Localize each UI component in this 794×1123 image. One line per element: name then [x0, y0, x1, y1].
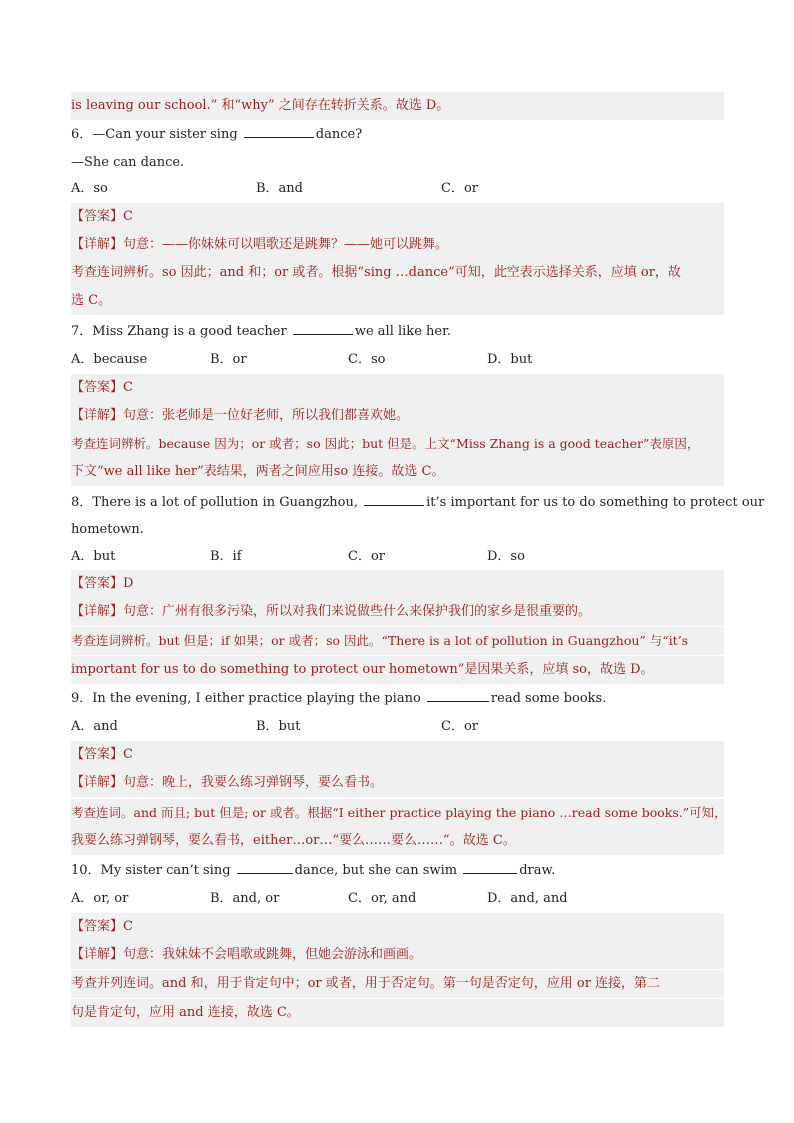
answer-blank: [237, 859, 293, 874]
answer-value: C: [123, 209, 133, 224]
question-10-answer: [71, 913, 724, 941]
question-6-stem-post: dance?: [315, 127, 363, 142]
question-7-answer: [71, 374, 724, 402]
answer-value: D: [123, 576, 134, 591]
answer-label: 【答案】: [71, 209, 124, 224]
question-7-option-a: A．because: [71, 352, 148, 367]
answer-blank: [244, 123, 314, 138]
question-6-stem-pre: 6．—Can your sister sing: [71, 127, 238, 142]
question-6-option-a: A．so: [71, 181, 108, 196]
question-9-answer: [71, 741, 724, 769]
question-10-stem-post: draw.: [519, 863, 556, 878]
answer-label: 【答案】: [71, 919, 124, 934]
question-8-stem-pre: 8．There is a lot of pollution in Guangzhou,: [71, 495, 358, 510]
question-9-detail-3: 我要么练习弹钢琴，要么看书，either…or…“要么……要么……”。故选 C。: [71, 827, 724, 855]
detail-text: 句意：我妹妹不会唱歌或跳舞，但她会游泳和画画。: [123, 947, 423, 962]
detail-text: 句意：——你妹妹可以唱歌还是跳舞？——她可以跳舞。: [123, 237, 449, 252]
question-8-detail-2: 考查连词辨析。but 但是；if 如果；or 或者；so 因此。“There is a lot of pollution in Guangzhou” 与“it’s: [71, 627, 724, 655]
question-8-stem-line-2: hometown.: [71, 522, 144, 537]
question-10-stem-mid: dance, but she can swim: [294, 863, 458, 878]
question-10-stem: [71, 857, 724, 885]
question-7-stem: [71, 318, 724, 346]
question-9-stem: [71, 685, 724, 713]
question-10-stem-pre: 10．My sister can’t sing: [71, 863, 231, 878]
detail-text: 句意：广州有很多污染，所以对我们来说做些什么来保护我们的家乡是很重要的。: [123, 604, 592, 619]
question-7-stem-post: we all like her.: [354, 324, 451, 339]
question-9-detail-1: [71, 769, 724, 797]
answer-blank: [427, 687, 489, 702]
answer-blank: [293, 320, 353, 335]
question-9-option-a: A．and: [71, 719, 118, 734]
detail-text: 句意：张老师是一位好老师，所以我们都喜欢她。: [123, 408, 410, 423]
question-8-option-c: C．or: [348, 549, 385, 564]
detail-label: 【详解】: [71, 947, 124, 962]
question-10-detail-3: 句是肯定句，应用 and 连接，故选 C。: [71, 999, 724, 1027]
question-7-stem-pre: 7．Miss Zhang is a good teacher: [71, 324, 287, 339]
answer-value: C: [123, 747, 133, 762]
question-6-reply: —She can dance.: [71, 155, 185, 170]
detail-label: 【详解】: [71, 604, 124, 619]
detail-label: 【详解】: [71, 408, 124, 423]
answer-label: 【答案】: [71, 576, 124, 591]
answer-value: C: [123, 919, 133, 934]
detail-label: 【详解】: [71, 775, 124, 790]
answer-blank: [463, 859, 517, 874]
question-10-option-b: B．and, or: [210, 891, 280, 906]
question-10-option-d: D．and, and: [487, 891, 568, 906]
question-9-stem-post: read some books.: [490, 691, 607, 706]
question-9-detail-2: 考查连词。and 而且; but 但是; or 或者。根据“I either practice playing the piano …read some books.”可知，: [71, 799, 724, 827]
question-7-detail-2: 考查连词辨析。because 因为；or 或者；so 因此；but 但是。上文“Miss Zhang is a good teacher”表原因，: [71, 430, 724, 458]
answer-value: C: [123, 380, 133, 395]
question-10-option-c: C．or, and: [348, 891, 417, 906]
question-9-stem-pre: 9．In the evening, I either practice playing the piano: [71, 691, 421, 706]
question-8-option-a: A．but: [71, 549, 116, 564]
answer-label: 【答案】: [71, 380, 124, 395]
question-8-option-d: D．so: [487, 549, 525, 564]
question-10-option-a: A．or, or: [71, 891, 129, 906]
question-8-option-b: B．if: [210, 549, 242, 564]
detail-label: 【详解】: [71, 237, 124, 252]
question-8-answer: [71, 570, 724, 598]
question-7-option-d: D．but: [487, 352, 533, 367]
question-7-detail-1: [71, 402, 724, 430]
answer-blank: [364, 491, 424, 506]
question-7-detail-3: 下文“we all like her”表结果，两者之间应用so 连接。故选 C。: [71, 458, 724, 486]
question-8-stem: [71, 489, 765, 517]
question-8-stem-post: it’s important for us to do something to protect our: [426, 495, 765, 510]
question-7-option-c: C．so: [348, 352, 386, 367]
question-8-detail-3: important for us to do something to protect our hometown”是因果关系，应填 so，故选 D。: [71, 656, 724, 684]
question-6-option-b: B．and: [256, 181, 303, 196]
question-6-answer: [71, 203, 724, 231]
detail-text: 句意：晚上，我要么练习弹钢琴，要么看书。: [123, 775, 384, 790]
answer-label: 【答案】: [71, 747, 124, 762]
question-6-detail-1: [71, 231, 724, 259]
question-8-detail-1: [71, 598, 724, 626]
question-10-detail-2: 考查并列连词。and 和，用于肯定句中；or 或者，用于否定句。第一句是否定句，应用 or 连接，第二: [71, 970, 724, 998]
question-7-option-b: B．or: [210, 352, 247, 367]
question-9-option-c: C．or: [441, 719, 478, 734]
question-6-option-c: C．or: [441, 181, 478, 196]
question-6-detail-3: 选 C。: [71, 287, 724, 315]
question-6-stem: [71, 121, 724, 149]
question-10-detail-1: [71, 941, 724, 969]
previous-answer-continuation: is leaving our school.” 和“why” 之间存在转折关系。故选 D。: [71, 92, 724, 120]
question-9-option-b: B．but: [256, 719, 301, 734]
question-6-detail-2: 考查连词辨析。so 因此；and 和；or 或者。根据“sing …dance”可知，此空表示选择关系，应填 or，故: [71, 259, 724, 287]
